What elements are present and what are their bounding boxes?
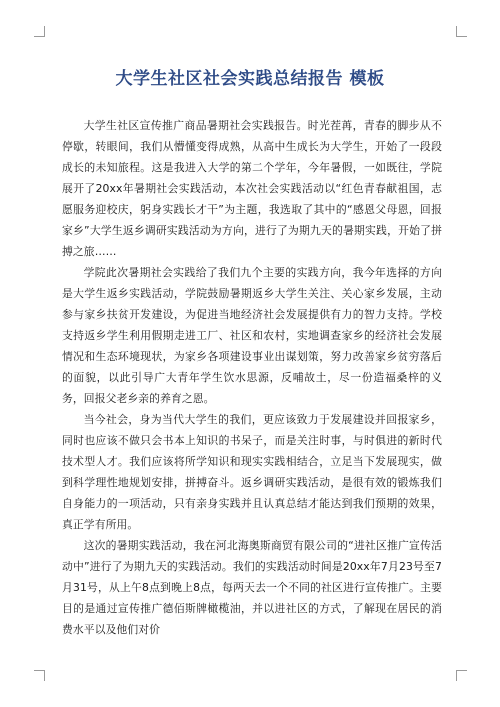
crop-mark-top-right — [456, 26, 467, 37]
document-title: 大学生社区社会实践总结报告 模板 — [115, 69, 385, 89]
crop-mark-bottom-right — [456, 670, 467, 681]
crop-mark-top-left — [34, 26, 45, 37]
paragraph-4: 这次的暑期实践活动，我在河北海奥斯商贸有限公司的“进社区推广宣传活动中”进行了为期九天的实践活动。我们的实践活动时间是20xx年7月23号至7月31号，从上午8点到晚上8点，每两天去一个不同的社区进行宣传推广。主要目的是通过宣传推广德佰斯牌橄榄油，并以进社区的方式，了解现在居民的消费水平以及他们对价 — [62, 539, 442, 636]
crop-mark-bottom-left — [34, 670, 45, 681]
document-body — [62, 115, 442, 640]
paragraph-2: 学院此次暑期社会实践给了我们九个主要的实践方向，我今年选择的方向是大学生返乡实践活动，学院鼓励暑期返乡大学生关注、关心家乡发展，主动参与家乡扶贫开发建设，为促进当地经济社会发展提供有力的智力支持。学校支持返乡学生利用假期走进工厂、社区和农村，实地调查家乡的经济社会发展情况和生态环境现状，为家乡各项建设事业出谋划策，努力改善家乡贫穷落后的面貌，以此引导广大青年学生饮水思源，反哺故土，尽一份造福桑梓的义务，回报父老乡亲的养育之恩。 — [62, 266, 442, 405]
paragraph-3: 当今社会，身为当代大学生的我们，更应该致力于发展建设并回报家乡，同时也应该不做只会书本上知识的书呆子，而是关注时事，与时俱进的新时代技术型人才。我们应该将所学知识和现实实践相结合，立足当下发展现实，做到科学理性地规划安排，拼搏奋斗。返乡调研实践活动，是很有效的锻炼我们自身能力的一项活动，只有亲身实践并且认真总结才能达到我们预期的效果，真正学有所用。 — [62, 413, 442, 531]
paragraph-1: 大学生社区宣传推广商品暑期社会实践报告。时光茬苒，青春的脚步从不停歇，转眼间，我们从懵懂变得成熟，从高中生成长为大学生，开始了一段段成长的未知旅程。这是我进入大学的第二个学年，今年暑假，一如既往，学院展开了20xx年暑期社会实践活动，本次社会实践活动以“红色青春献祖国，志愿服务迎校庆，躬身实践长才干”为主题，我选取了其中的“感恩父母恩，回报家乡”大学生返乡调研实践活动为方向，进行了为期九天的暑期实践，开始了拼搏之旅…… — [62, 119, 442, 258]
